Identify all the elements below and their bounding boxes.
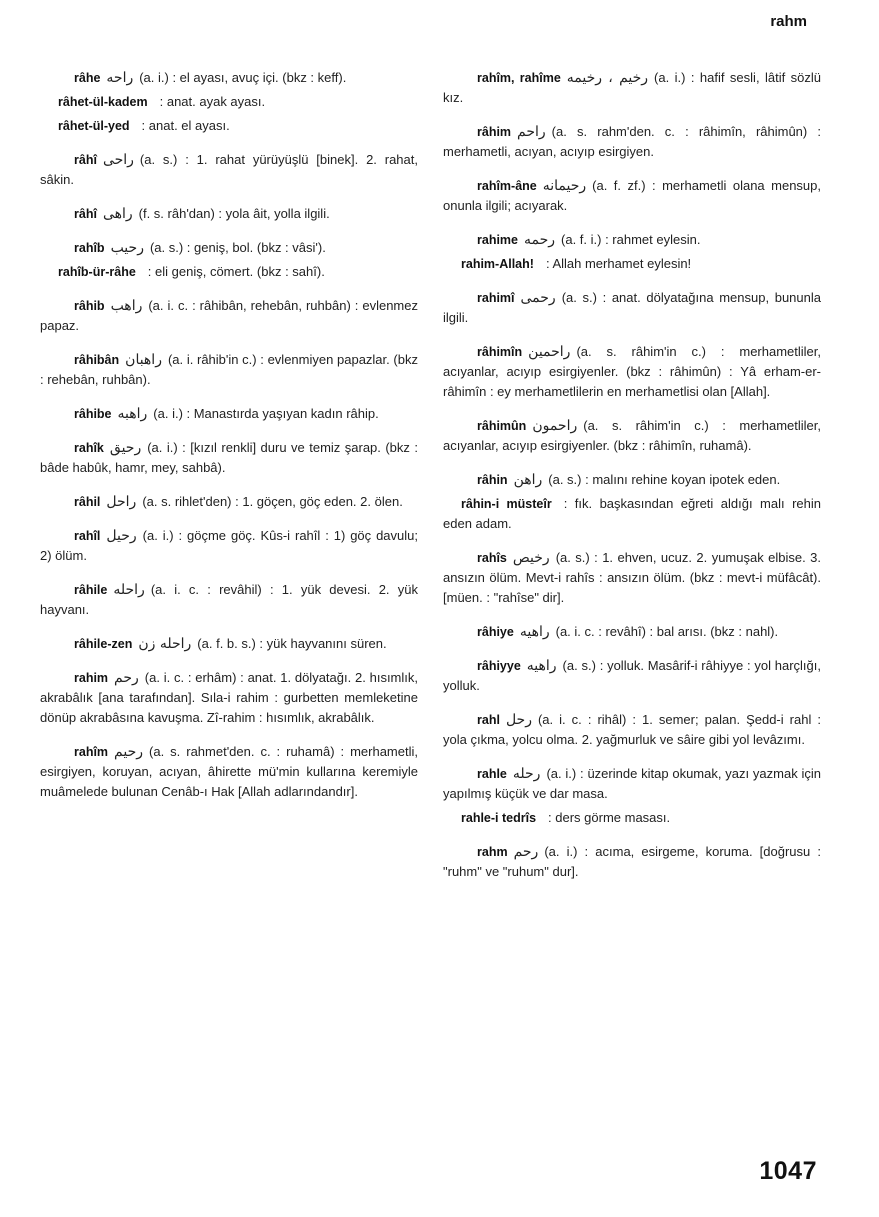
definition: (a. i. râhib'in c.) : evlenmiyen papazlar. (bkz : rehebân, ruhbân). — [40, 352, 418, 387]
sub-entry — [443, 254, 821, 274]
dictionary-entry — [40, 150, 418, 190]
dictionary-entry — [40, 68, 418, 88]
headword: rahîm, rahîme — [477, 71, 561, 85]
headword: rahle — [477, 767, 507, 781]
arabic-script: رحیم — [114, 744, 144, 760]
arabic-script: راحم — [517, 124, 546, 140]
dictionary-entry — [40, 204, 418, 224]
arabic-script: رحله — [512, 766, 541, 782]
dictionary-entry — [443, 416, 821, 456]
definition: (a. i.) : üzerinde kitap okumak, yazı yazmak için yapılmış küçük ve dar masa. — [443, 766, 821, 801]
definition: (a. s. rahmet'den. c. : ruhamâ) : merhametli, esirgiyen, koruyan, acıyan, âhirette mü'min kullarına keremiyle muâmelede bulunan Cenâb-ı Hak [Allah adlarındandır]. — [40, 744, 418, 799]
headword: rahime — [477, 233, 518, 247]
definition: : anat. ayak ayası. — [159, 94, 266, 109]
headword: râhimûn — [477, 419, 527, 433]
definition: : Allah merhamet eylesin! — [545, 256, 692, 271]
running-head: rahm — [770, 13, 807, 30]
definition: : fık. başkasından eğreti aldığı malı rehin eden adam. — [443, 496, 821, 531]
dictionary-entry — [40, 492, 418, 512]
headword: rahîm-âne — [477, 179, 537, 193]
arabic-script: رحم — [513, 844, 539, 860]
arabic-script: رحیل — [106, 528, 137, 544]
dictionary-entry — [40, 238, 418, 258]
headword: râhin-i müsteîr — [461, 497, 552, 511]
dictionary-entry — [443, 710, 821, 750]
arabic-script: راهبه — [117, 406, 148, 422]
definition: (a. i.) : acıma, esirgeme, koruma. [doğrusu : "ruhm" ve "ruhum" dur]. — [443, 844, 821, 879]
arabic-script: رحیب — [110, 240, 144, 256]
arabic-script: راهبان — [125, 352, 162, 368]
arabic-script: راحله زن — [138, 636, 192, 652]
dictionary-entry — [443, 230, 821, 250]
definition: (a. i. c. : rihâl) : 1. semer; palan. Şedd-i rahl : yola çıkma, yolcu olma. 2. yağmurluk ve sâire gibi yol levâzımı. — [443, 712, 821, 747]
headword: rahîk — [74, 441, 104, 455]
dictionary-entry — [443, 622, 821, 642]
arabic-script: راحله — [113, 582, 145, 598]
definition: : ders görme masası. — [548, 810, 671, 825]
headword: râhile — [74, 583, 108, 597]
headword: râhe — [74, 71, 101, 85]
headword: râhim — [477, 125, 512, 139]
headword: rahim — [74, 671, 109, 685]
headword: râhibe — [74, 407, 112, 421]
headword: rahim-Allah! — [461, 257, 534, 271]
definition: (a. s. rahm'den. c. : râhimîn, râhimûn) : merhametli, acıyan, acıyıp esirgiyen. — [443, 124, 821, 159]
headword: rahle-i tedrîs — [461, 811, 537, 825]
definition: (a. s.) : 1. rahat yürüyüşlü [binek]. 2. rahat, sâkin. — [40, 152, 418, 187]
dictionary-entry — [443, 288, 821, 328]
definition: (a. i.) : hafif sesli, lâtif sözlü kız. — [443, 70, 821, 105]
sub-entry — [443, 494, 821, 534]
headword: râhil — [74, 495, 101, 509]
definition: (a. i. c. : revâhî) : bal arısı. (bkz : nahl). — [555, 624, 779, 639]
headword: rahimî — [477, 291, 515, 305]
sub-entry — [40, 116, 418, 136]
headword: râhimîn — [477, 345, 523, 359]
arabic-script: رحل — [505, 712, 532, 728]
arabic-script: رحمی — [520, 290, 556, 306]
definition: (a. f. b. s.) : yük hayvanını süren. — [197, 636, 387, 651]
dictionary-entry — [40, 634, 418, 654]
definition: : eli geniş, cömert. (bkz : sahî). — [147, 264, 325, 279]
definition: (a. s.) : malını rehine koyan ipotek eden. — [548, 472, 781, 487]
headword: rahm — [477, 845, 508, 859]
dictionary-entry — [40, 438, 418, 478]
dictionary-entry — [40, 668, 418, 728]
arabic-script: راحمین — [528, 344, 571, 360]
arabic-script: رحیمانه — [542, 178, 587, 194]
arabic-script: راحی — [102, 152, 134, 168]
sub-entry — [40, 92, 418, 112]
definition: (a. f. zf.) : merhametli olana mensup, onunla ilgili; acıyarak. — [443, 178, 821, 213]
arabic-script: رحمه — [524, 232, 556, 248]
dictionary-entry — [443, 842, 821, 882]
arabic-script: راهیه — [526, 658, 557, 674]
dictionary-entry — [40, 296, 418, 336]
definition: (a. s.) : 1. ehven, ucuz. 2. yumuşak elbise. 3. ansızın ölüm. Mevt-i rahîs : ansızın ölüm. (bkz : mevt-i müfâcât). [müen. : "rahîse" dir]. — [443, 550, 821, 605]
arabic-script: راحل — [106, 494, 137, 510]
sub-entry — [443, 808, 821, 828]
definition: (a. i.) : Manastırda yaşıyan kadın râhip. — [153, 406, 379, 421]
dictionary-entry — [443, 548, 821, 608]
dictionary-entry — [443, 176, 821, 216]
arabic-script: راهن — [513, 472, 543, 488]
arabic-script: رحیق — [109, 440, 142, 456]
headword: râhet-ül-yed — [58, 119, 130, 133]
definition: (a. f. i.) : rahmet eylesin. — [561, 232, 701, 247]
right-column — [443, 68, 821, 896]
dictionary-entry — [443, 470, 821, 490]
definition: : anat. el ayası. — [141, 118, 230, 133]
definition: (a. s. râhim'in c.) : merhametliler, acıyanlar, acıyıp esirgiyenler. (bkz : râhimûn) : Yâ erham-er-râhimîn : ey merhametlilerin en merhametlisi olan [Allah]. — [443, 344, 821, 399]
headword: rahîb — [74, 241, 105, 255]
headword: râhiyye — [477, 659, 521, 673]
dictionary-entry — [40, 526, 418, 566]
sub-entry — [40, 262, 418, 282]
dictionary-entry — [40, 742, 418, 802]
headword: râhî — [74, 207, 97, 221]
definition: (a. s.) : geniş, bol. (bkz : vâsi'). — [149, 240, 326, 255]
left-column — [40, 68, 418, 816]
headword: râhin — [477, 473, 508, 487]
dictionary-entry — [443, 342, 821, 402]
definition: (a. i.) : göçme göç. Kûs-i rahîl : 1) göç davulu; 2) ölüm. — [40, 528, 418, 563]
arabic-script: راحمون — [532, 418, 578, 434]
definition: (f. s. râh'dan) : yola âit, yolla ilgili. — [138, 206, 330, 221]
arabic-script: راحه — [106, 70, 134, 86]
definition: (a. s. rihlet'den) : 1. göçen, göç eden. 2. ölen. — [142, 494, 403, 509]
arabic-script: رحم — [114, 670, 139, 686]
definition: (a. s.) : yolluk. Masârif-i râhiyye : yol harçlığı, yolluk. — [443, 658, 821, 693]
headword: râhib — [74, 299, 105, 313]
dictionary-entry — [443, 764, 821, 804]
definition: (a. i. c. : râhibân, rehebân, ruhbân) : evlenmez papaz. — [40, 298, 418, 333]
headword: râhile-zen — [74, 637, 133, 651]
dictionary-entry — [443, 656, 821, 696]
headword: râhet-ül-kadem — [58, 95, 148, 109]
arabic-script: راهیه — [519, 624, 550, 640]
definition: (a. i.) : [kızıl renkli] duru ve temiz şarap. (bkz : bâde habûk, hamr, mey, sahbâ). — [40, 440, 418, 475]
headword: rahl — [477, 713, 500, 727]
arabic-script: رخیم ، رخیمه — [566, 70, 649, 86]
dictionary-entry — [40, 580, 418, 620]
dictionary-entry — [40, 350, 418, 390]
definition: (a. i. c. : revâhil) : 1. yük devesi. 2. yük hayvanı. — [40, 582, 418, 617]
headword: râhiye — [477, 625, 514, 639]
dictionary-entry — [40, 404, 418, 424]
headword: rahîs — [477, 551, 507, 565]
definition: (a. s.) : anat. dölyatağına mensup, bununla ilgili. — [443, 290, 821, 325]
headword: rahîm — [74, 745, 109, 759]
arabic-script: راهی — [102, 206, 133, 222]
dictionary-entry — [443, 122, 821, 162]
definition: (a. s. râhim'in c.) : merhametliler, acıyanlar, acıyıp esirgiyenler. (bkz : râhimîn, ruhamâ). — [443, 418, 821, 453]
dictionary-entry — [443, 68, 821, 108]
page-number: 1047 — [759, 1157, 817, 1185]
headword: râhibân — [74, 353, 120, 367]
arabic-script: راهب — [110, 298, 143, 314]
definition: (a. i.) : el ayası, avuç içi. (bkz : keff). — [139, 70, 347, 85]
definition: (a. i. c. : erhâm) : anat. 1. dölyatağı. 2. hısımlık, akrabâlık [ana tarafından]. Sıla-i rahim : gurbetten memleketine dönüp akrabâsına kavuşma. Zî-rahim : hısımlık, akrabâlık. — [40, 670, 418, 725]
headword: râhî — [74, 153, 97, 167]
headword: rahîl — [74, 529, 101, 543]
headword: rahîb-ür-râhe — [58, 265, 136, 279]
arabic-script: رخیص — [512, 550, 550, 566]
